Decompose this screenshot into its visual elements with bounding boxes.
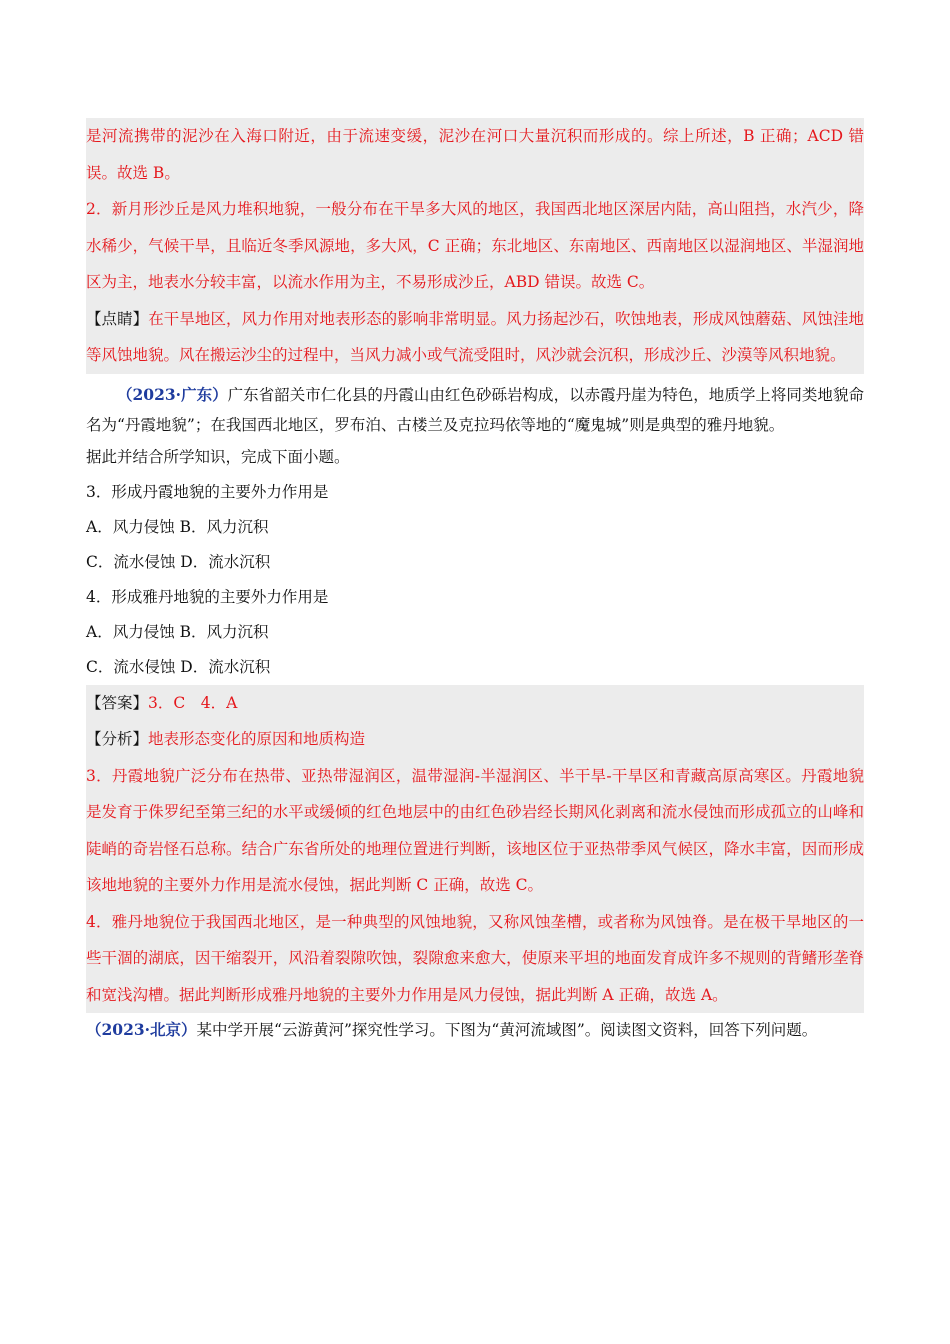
document-page: [86, 118, 864, 1045]
q3-stem: 3．形成丹霞地貌的主要外力作用是: [86, 482, 329, 501]
q4-stem: 4．形成雅丹地貌的主要外力作用是: [86, 587, 329, 606]
analysis-label: 【分析】: [86, 730, 149, 748]
answer-text: 3．C 4．A: [148, 693, 238, 712]
q4-options-ab: A．风力侵蚀 B．风力沉积: [86, 622, 269, 641]
answer-label: 【答案】: [86, 693, 149, 712]
question-intro-guangdong: [86, 380, 864, 440]
dianjing-text: 在干旱地区，风力作用对地表形态的影响非常明显。风力扬起沙石，吹蚀地表，形成风蚀蘑菇、风蚀洼地等风蚀地貌。风在搬运沙尘的过程中，当风力减小或气流受阻时，风沙就会沉积，形成沙丘、沙漠等风积地貌。: [86, 309, 864, 364]
explanation-q4: 4．雅丹地貌位于我国西北地区，是一种典型的风蚀地貌，又称风蚀垄槽，或者称为风蚀脊。是在极干旱地区的一些干涸的湖底，因干缩裂开，风沿着裂隙吹蚀，裂隙愈来愈大，使原来平坦的地面发育成许多不规则的背鳍形垄脊和宽浅沟槽。据此判断形成雅丹地貌的主要外力作用是风力侵蚀，据此判断 A 正确，故选 A。: [86, 912, 864, 1004]
dianjing-label: 【点睛】: [86, 309, 149, 328]
question-intro-beijing-text: 某中学开展“云游黄河”探究性学习。下图为“黄河流域图”。阅读图文资料，回答下列问题。: [196, 1021, 818, 1039]
analysis-text: 地表形态变化的原因和地质构造: [148, 730, 366, 748]
q3-options-cd: C．流水侵蚀 D．流水沉积: [86, 552, 271, 571]
explanation-block-1: [86, 118, 864, 374]
explanation-block-2: [86, 685, 864, 1014]
dianjing-paragraph: [86, 301, 864, 374]
question-intro-beijing: [86, 1015, 864, 1045]
question-list: [86, 440, 864, 685]
instruction-text: 据此并结合所学知识，完成下面小题。: [86, 447, 350, 466]
explanation-line-1: 是河流携带的泥沙在入海口附近，由于流速变缓，泥沙在河口大量沉积而形成的。综上所述，B 正确；ACD 错误。故选 B。: [86, 127, 864, 182]
explanation-q3: 3．丹霞地貌广泛分布在热带、亚热带湿润区，温带湿润-半湿润区、半干旱-干旱区和青藏高原高寒区。丹霞地貌是发育于侏罗纪至第三纪的水平或缓倾的红色地层中的由红色砂岩经长期风化剥离和流水侵蚀而形成孤立的山峰和陡峭的奇岩怪石总称。结合广东省所处的地理位置进行判断，该地区位于亚热带季风气候区，降水丰富，因而形成该地地貌的主要外力作用是流水侵蚀，据此判断 C 正确，故选 C。: [86, 766, 864, 894]
source-tag-guangdong: （2023·广东）: [117, 384, 228, 404]
answer-paragraph: [86, 685, 864, 722]
analysis-paragraph: [86, 721, 864, 758]
source-tag-beijing: （2023·北京）: [86, 1020, 197, 1039]
explanation-line-2: 2．新月形沙丘是风力堆积地貌，一般分布在干旱多大风的地区，我国西北地区深居内陆，高山阻挡，水汽少，降水稀少，气候干旱，且临近冬季风源地，多大风，C 正确；东北地区、东南地区、西南地区以湿润地区、半湿润地区为主，地表水分较丰富，以流水作用为主，不易形成沙丘，ABD 错误。故选 C。: [86, 200, 864, 291]
q4-options-cd: C．流水侵蚀 D．流水沉积: [86, 657, 271, 676]
question-intro-text: 广东省韶关市仁化县的丹霞山由红色砂砾岩构成，以赤霞丹崖为特色，地质学上将同类地貌命名为“丹霞地貌”；在我国西北地区，罗布泊、古楼兰及克拉玛依等地的“魔鬼城”则是典型的雅丹地貌。: [86, 385, 864, 434]
q3-options-ab: A．风力侵蚀 B．风力沉积: [86, 517, 269, 536]
